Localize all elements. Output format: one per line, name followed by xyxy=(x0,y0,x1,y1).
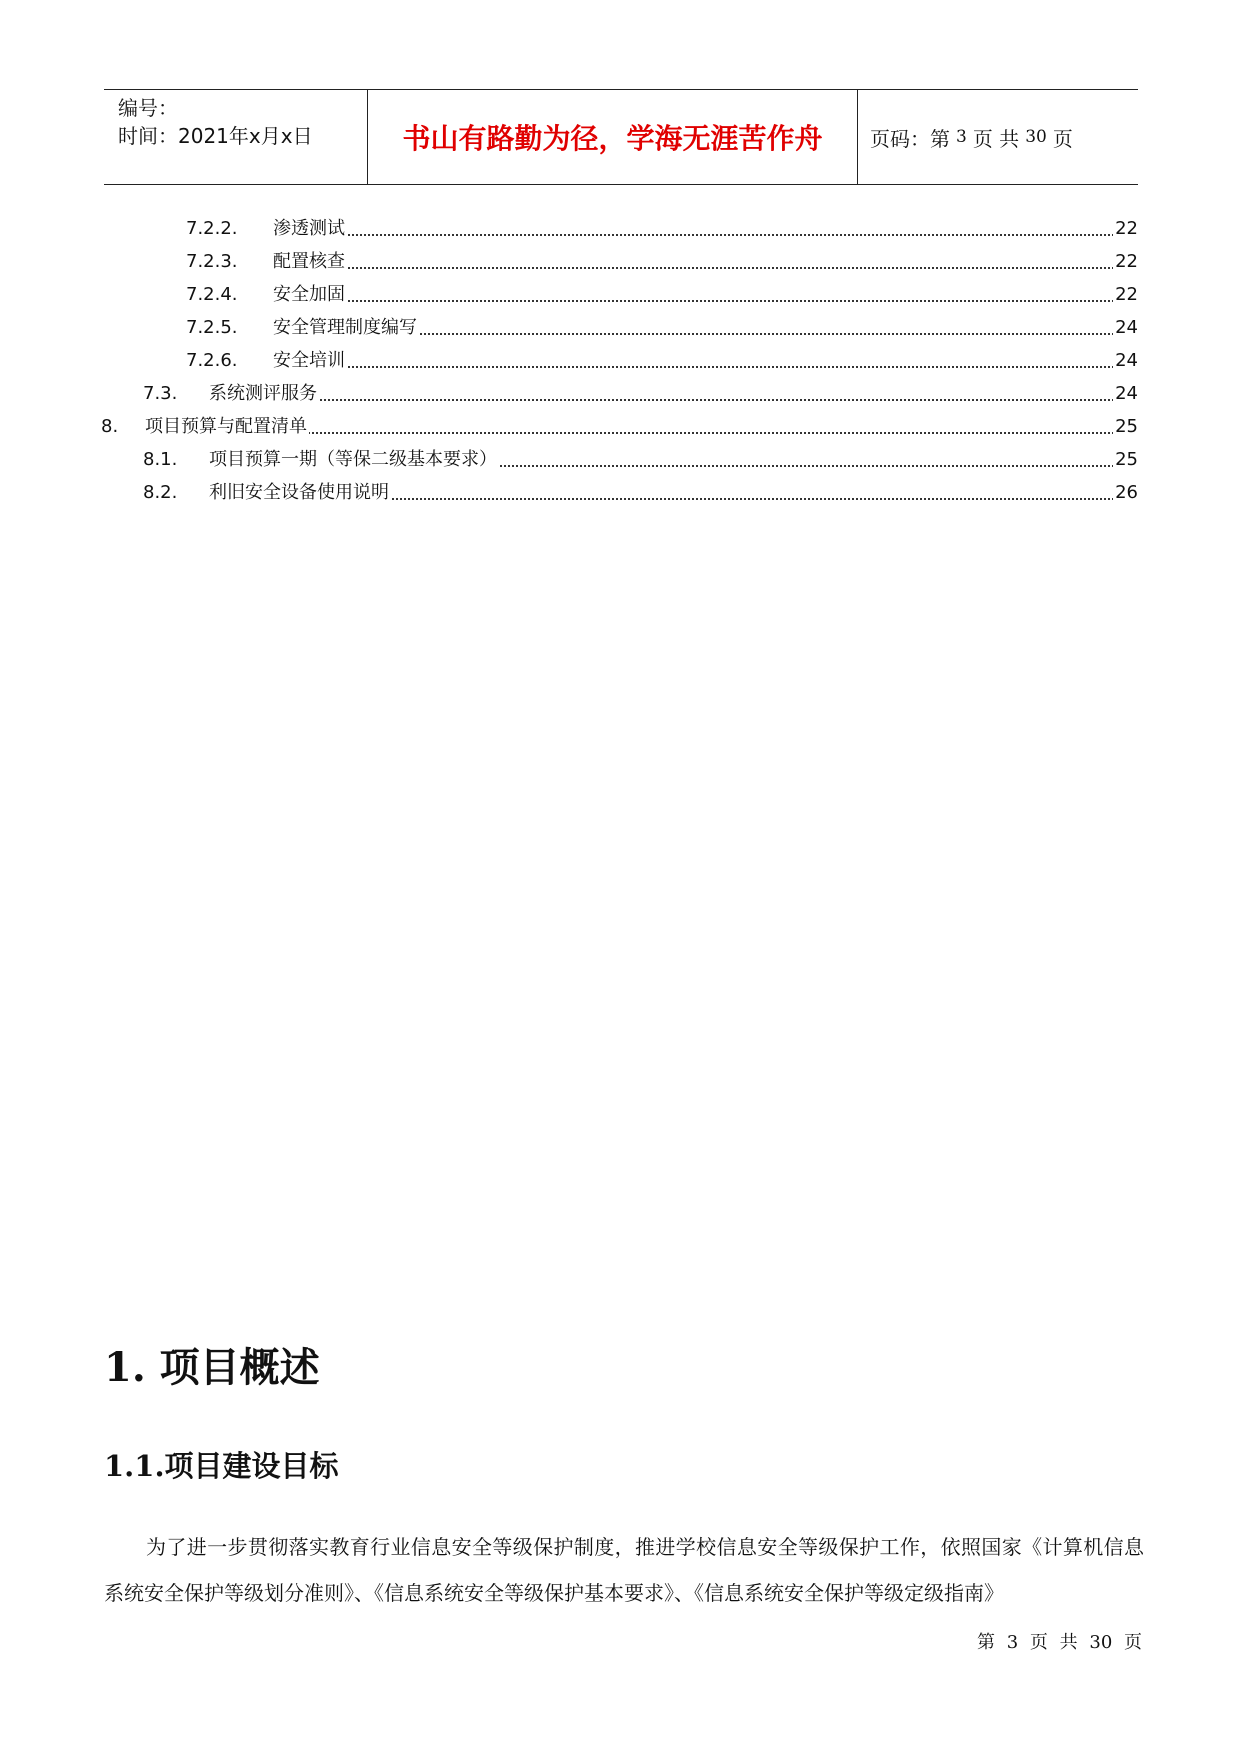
toc-entry[interactable] xyxy=(186,245,1138,275)
page-header xyxy=(104,89,1138,185)
toc-entry-number: 7.2.2. xyxy=(186,218,238,239)
toc-entry[interactable] xyxy=(143,443,1138,473)
toc-entry-title: 安全加固 xyxy=(273,284,345,305)
page-footer: 第 3 页 共 30 页 xyxy=(977,1632,1142,1653)
page-middle: 页 共 xyxy=(972,126,1020,151)
toc-entry-number: 7.2.3. xyxy=(186,251,238,272)
toc-entry-page: 25 xyxy=(1115,449,1138,470)
toc-entry-number: 8. xyxy=(101,416,119,437)
toc-entry[interactable] xyxy=(143,476,1138,506)
toc-entry-number: 7.2.6. xyxy=(186,350,238,371)
code-label: 编号： xyxy=(118,96,178,120)
toc-entry[interactable] xyxy=(186,311,1138,341)
toc-leader xyxy=(273,300,1114,302)
toc-entry-number: 7.2.5. xyxy=(186,317,238,338)
toc-entry[interactable] xyxy=(186,212,1138,242)
toc-entry-number: 7.3. xyxy=(143,383,178,404)
section-heading: 1. 项目概述 xyxy=(104,1344,320,1391)
page-prefix: 页码：第 xyxy=(870,126,950,151)
toc-entry[interactable] xyxy=(186,278,1138,308)
toc-entry-title: 配置核查 xyxy=(273,251,345,272)
toc-entry-page: 26 xyxy=(1115,482,1138,503)
subsection-heading: 1.1.项目建设目标 xyxy=(104,1449,339,1483)
time-label: 时间：2021年x月x日 xyxy=(118,124,313,148)
toc-entry-page: 22 xyxy=(1115,251,1138,272)
toc-entry[interactable] xyxy=(101,410,1138,440)
toc-entry-title: 渗透测试 xyxy=(273,218,345,239)
toc-entry-page: 24 xyxy=(1115,317,1138,338)
page-total: 30 xyxy=(1025,127,1047,147)
toc-entry-title: 安全管理制度编写 xyxy=(273,317,417,338)
toc-entry-page: 25 xyxy=(1115,416,1138,437)
toc-leader xyxy=(209,399,1114,401)
toc-entry-page: 24 xyxy=(1115,383,1138,404)
toc-leader xyxy=(273,366,1114,368)
toc-entry-number: 7.2.4. xyxy=(186,284,238,305)
toc-entry-title: 项目预算一期（等保二级基本要求） xyxy=(209,449,497,470)
toc-entry[interactable] xyxy=(186,344,1138,374)
header-page-info xyxy=(870,90,1073,184)
toc-leader xyxy=(273,234,1114,236)
toc-entry-page: 22 xyxy=(1115,218,1138,239)
toc-entry-title: 安全培训 xyxy=(273,350,345,371)
toc-entry-page: 22 xyxy=(1115,284,1138,305)
toc-entry[interactable] xyxy=(143,377,1138,407)
header-meta xyxy=(118,94,313,150)
page-current: 3 xyxy=(956,127,967,147)
toc-entry-title: 项目预算与配置清单 xyxy=(145,416,307,437)
page-suffix: 页 xyxy=(1052,126,1073,151)
toc-entry-title: 利旧安全设备使用说明 xyxy=(209,482,389,503)
toc-entry-number: 8.1. xyxy=(143,449,178,470)
toc-entry-title: 系统测评服务 xyxy=(209,383,317,404)
header-motto: 书山有路勤为径，学海无涯苦作舟 xyxy=(402,122,823,155)
toc-entry-number: 8.2. xyxy=(143,482,178,503)
body-paragraph: 为了进一步贯彻落实教育行业信息安全等级保护制度，推进学校信息安全等级保护工作，依照国家《计算机信息系统安全保护等级划分准则》、《信息系统安全等级保护基本要求》、《信息系统安全保护等级定级指南》 xyxy=(104,1535,1144,1605)
header-divider xyxy=(857,90,858,184)
toc-leader xyxy=(273,267,1114,269)
toc-entry-page: 24 xyxy=(1115,350,1138,371)
